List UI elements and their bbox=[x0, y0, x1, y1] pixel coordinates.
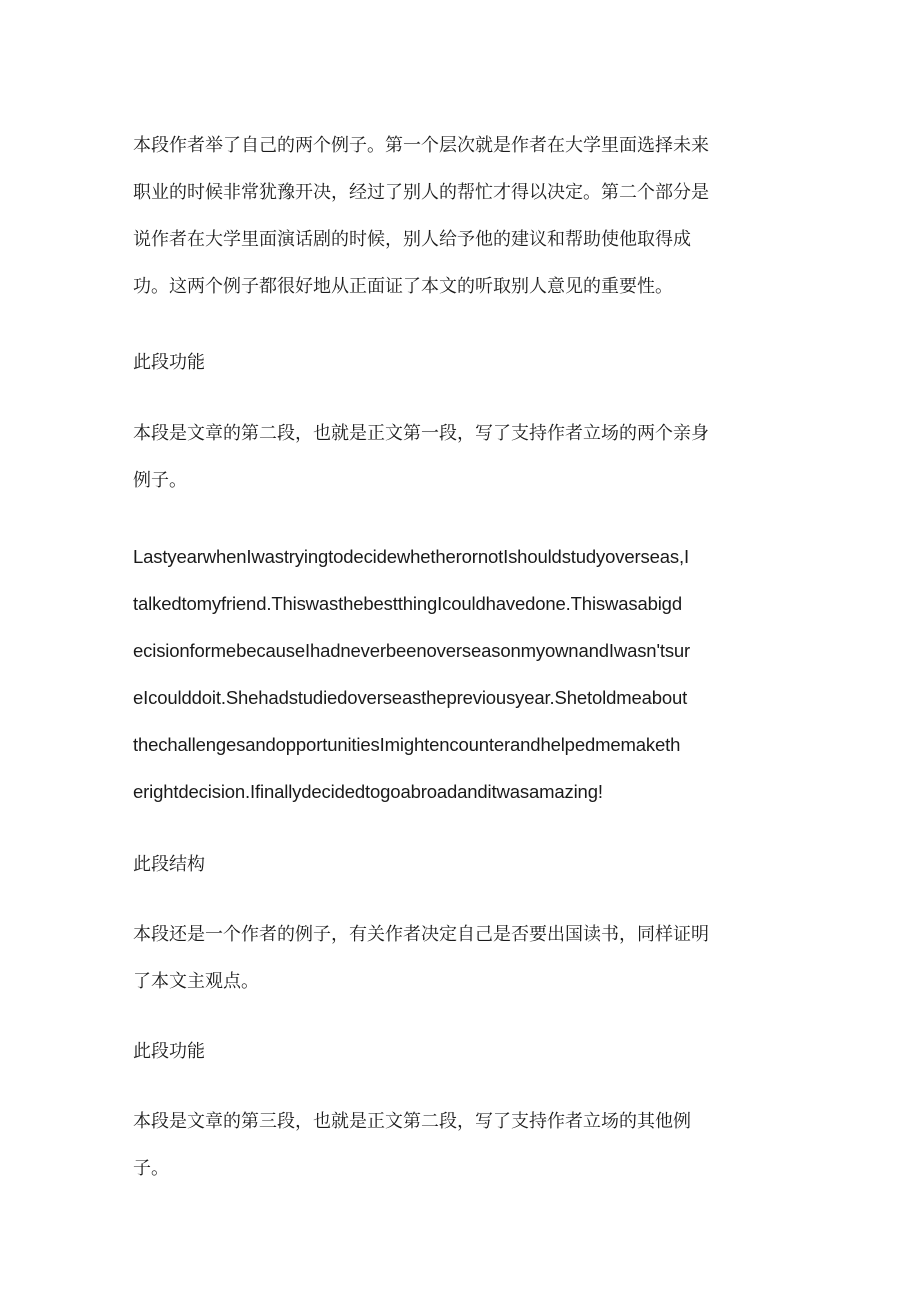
paragraph-function-description-2 bbox=[133, 1098, 691, 1192]
text-line: 本段是文章的第三段，也就是正文第二段，写了支持作者立场的其他例 bbox=[133, 1111, 691, 1132]
section-label: 此段功能 bbox=[133, 352, 205, 373]
text-line: 说作者在大学里面演话剧的时候，别人给予他的建议和帮助使他取得成 bbox=[133, 229, 691, 250]
text-line: 本段还是一个作者的例子，有关作者决定自己是否要出国读书，同样证明 bbox=[133, 924, 709, 945]
paragraph-function-description bbox=[133, 410, 709, 504]
text-line: eIcoulddoit.Shehadstudiedoverseasthepreviousyear.Shetoldmeabout bbox=[133, 687, 688, 708]
text-line: 本段作者举了自己的两个例子。第一个层次就是作者在大学里面选择未来 bbox=[133, 135, 709, 156]
paragraph-example-summary bbox=[133, 122, 709, 310]
text-line: 职业的时候非常犹豫开决，经过了别人的帮忙才得以决定。第二个部分是 bbox=[133, 182, 709, 203]
heading-paragraph-function bbox=[133, 339, 205, 386]
text-line: erightdecision.Ifinallydecidedtogoabroadanditwasamazing! bbox=[133, 781, 603, 802]
text-line: talkedtomyfriend.ThiswasthebestthingIcouldhavedone.Thiswasabigd bbox=[133, 593, 682, 614]
heading-paragraph-function-2 bbox=[133, 1028, 205, 1075]
english-paragraph bbox=[133, 533, 690, 815]
text-line: 本段是文章的第二段，也就是正文第一段，写了支持作者立场的两个亲身 bbox=[133, 423, 709, 444]
section-label: 此段功能 bbox=[133, 1041, 205, 1062]
text-line: 了本文主观点。 bbox=[133, 971, 259, 992]
text-line: ecisionformebecauseIhadneverbeenoverseasonmyownandIwasn'tsur bbox=[133, 640, 691, 661]
heading-paragraph-structure bbox=[133, 841, 205, 888]
paragraph-structure-description bbox=[133, 911, 709, 1005]
text-line: 例子。 bbox=[133, 470, 187, 491]
text-line: 子。 bbox=[133, 1158, 169, 1179]
text-line: thechallengesandopportunitiesImightencounterandhelpedmemaketh bbox=[133, 734, 681, 755]
text-line: 功。这两个例子都很好地从正面证了本文的听取别人意见的重要性。 bbox=[133, 276, 673, 297]
text-line: LastyearwhenIwastryingtodecidewhetherornotIshouldstudyoverseas,I bbox=[133, 546, 690, 567]
section-label: 此段结构 bbox=[133, 854, 205, 875]
